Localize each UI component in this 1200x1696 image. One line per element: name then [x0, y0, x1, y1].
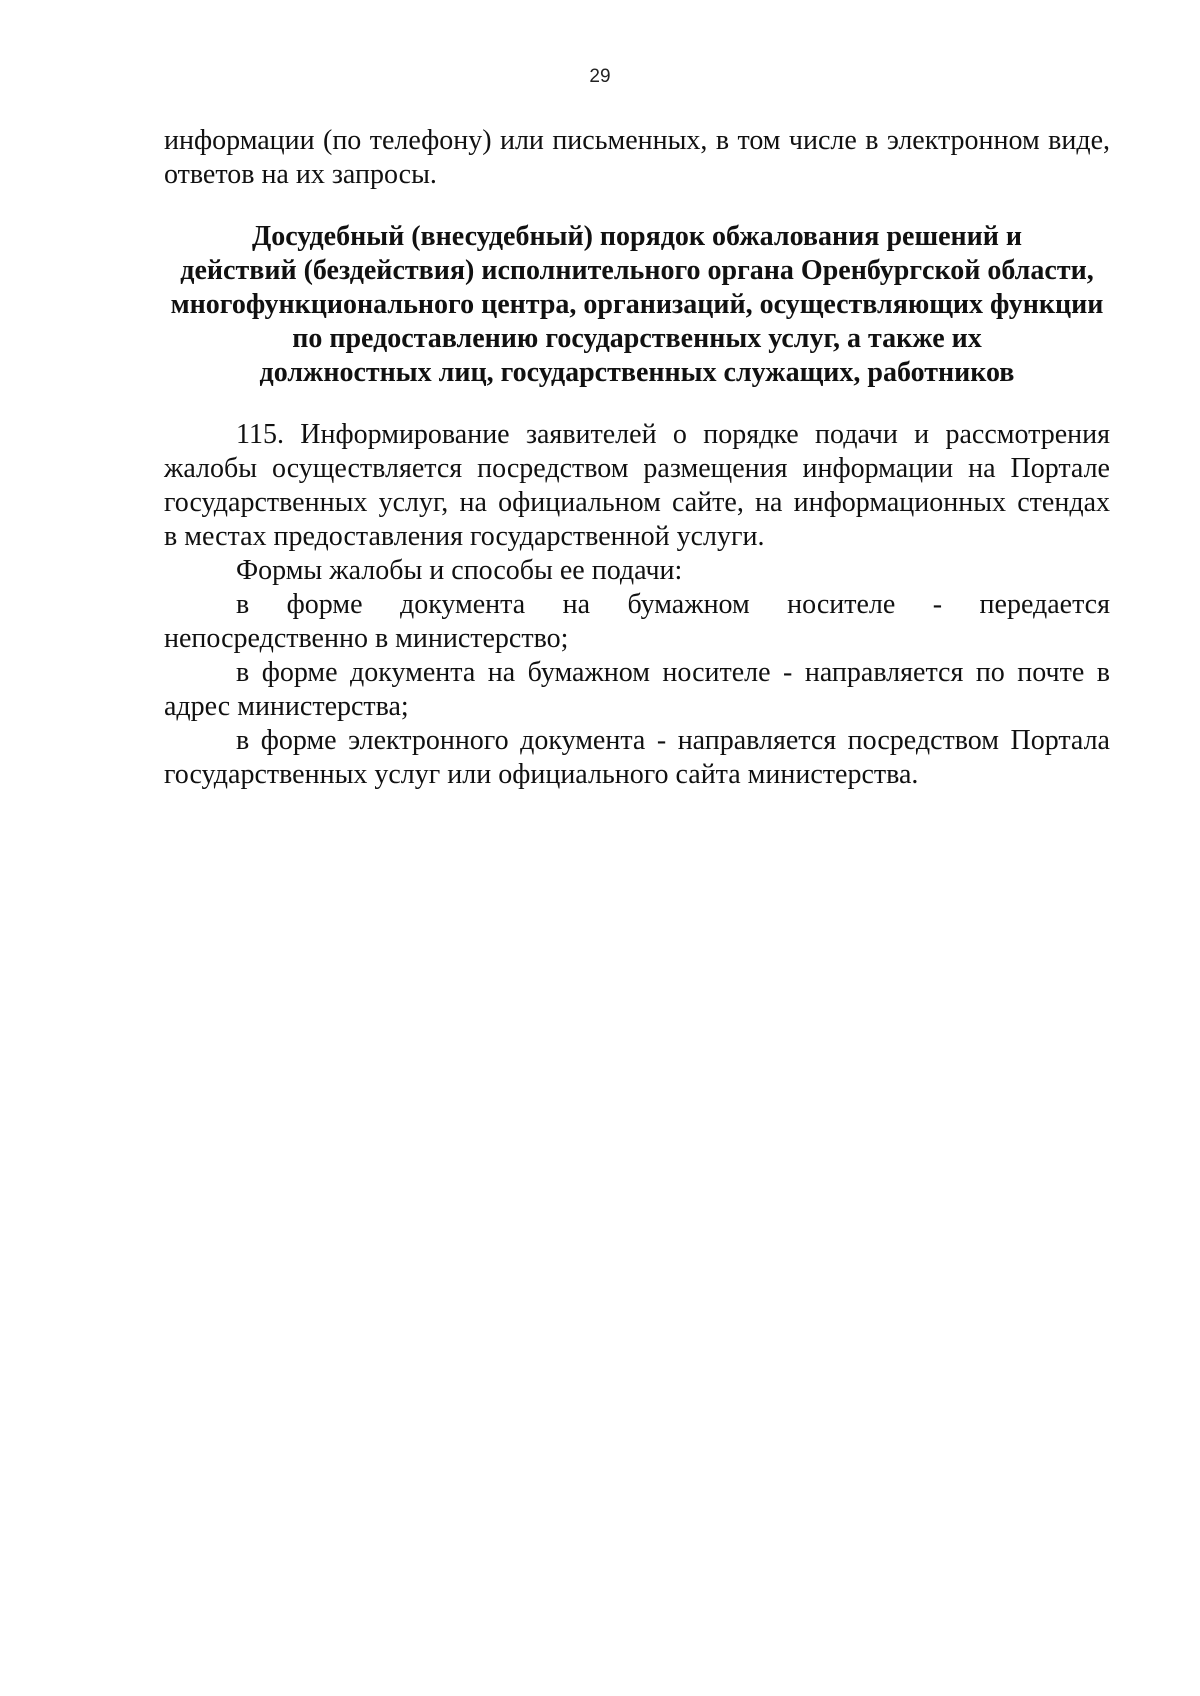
- heading-line: по предоставлению государственных услуг, а также их: [292, 323, 982, 354]
- text-line: государственных услуг или официального сайта министерства.: [164, 759, 919, 790]
- heading-line: должностных лиц, государственных служащих, работников: [259, 357, 1015, 388]
- form-electronic-paragraph: [164, 724, 1110, 792]
- heading-line: действий (бездействия) исполнительного органа Оренбургской области,: [180, 255, 1094, 286]
- text-line: ответов на их запросы.: [164, 159, 437, 190]
- page-number: 29: [589, 66, 611, 87]
- text-line: жалобы осуществляется посредством размещения информации на Портале: [164, 453, 1110, 484]
- text-line: Формы жалобы и способы ее подачи:: [236, 555, 683, 586]
- text-line: непосредственно в министерство;: [164, 623, 569, 654]
- form-paper-direct-paragraph: [164, 588, 1110, 656]
- text-line: адрес министерства;: [164, 691, 409, 722]
- text-line: 115. Информирование заявителей о порядке подачи и рассмотрения: [236, 419, 1110, 450]
- text-line: в форме документа на бумажном носителе - направляется по почте в: [236, 657, 1110, 688]
- heading-line: многофункционального центра, организаций, осуществляющих функции: [170, 289, 1104, 320]
- section-body: [164, 418, 1110, 792]
- section-heading: [164, 220, 1110, 390]
- forms-intro-paragraph: [164, 554, 1110, 588]
- text-line: в форме документа на бумажном носителе - передается: [236, 589, 1110, 620]
- text-line: государственных услуг, на официальном сайте, на информационных стендах: [164, 487, 1110, 518]
- text-line: информации (по телефону) или письменных, в том числе в электронном виде,: [164, 125, 1110, 156]
- paragraph-115: [164, 418, 1110, 554]
- text-line: в местах предоставления государственной услуги.: [164, 521, 765, 552]
- form-paper-mail-paragraph: [164, 656, 1110, 724]
- text-line: в форме электронного документа - направляется посредством Портала: [236, 725, 1110, 756]
- heading-line: Досудебный (внесудебный) порядок обжалования решений и: [251, 221, 1023, 252]
- continuation-paragraph: [164, 124, 1110, 192]
